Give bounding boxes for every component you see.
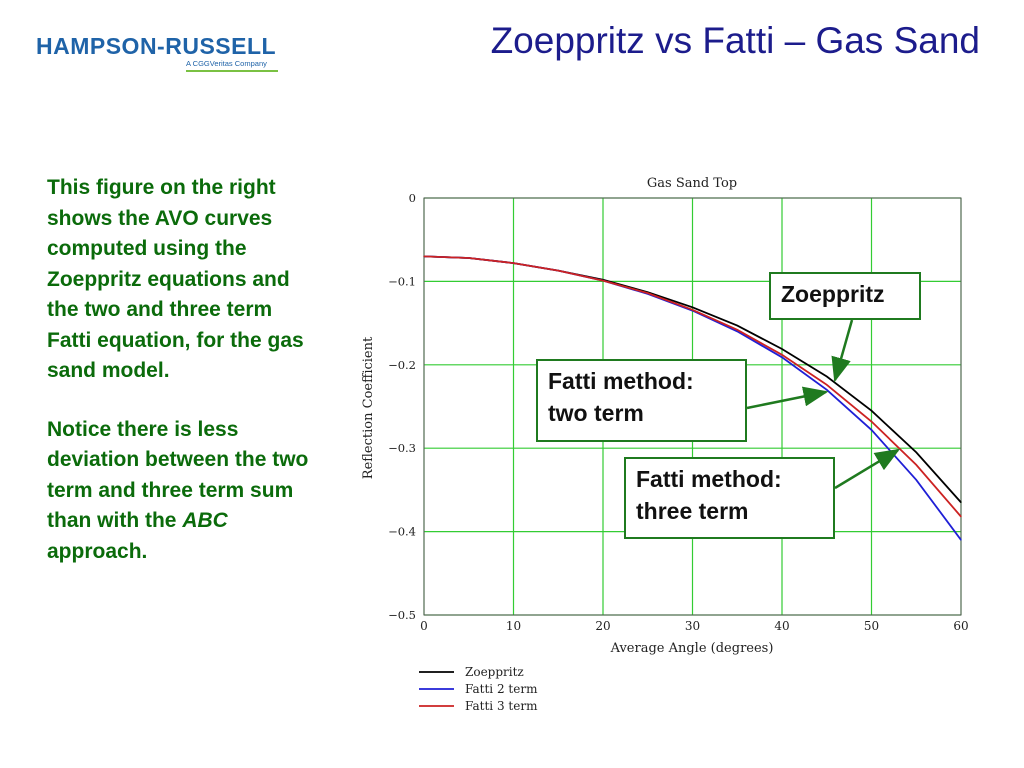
y-axis-label: Reflection Coefficient <box>361 336 376 480</box>
fatti-two-term-arrow <box>747 392 826 408</box>
body-paragraph-1: This figure on the right shows the AVO curves computed using the Zoeppritz equations and the two and three term Fatti equation, for the gas sand model. <box>47 176 304 382</box>
x-tick-label: 60 <box>953 619 969 633</box>
y-tick-label: 0 <box>408 191 416 205</box>
x-tick-label: 10 <box>505 619 522 633</box>
fatti-three-term-arrow <box>835 450 898 488</box>
fatti-two-term-line2: two term <box>548 400 644 426</box>
y-tick-label: −0.2 <box>388 357 416 372</box>
legend-label-fatti-2-term: Fatti 2 term <box>465 682 538 696</box>
zoeppritz-callout-label: Zoeppritz <box>781 281 885 307</box>
x-tick-label: 0 <box>420 619 428 633</box>
x-tick-label: 40 <box>774 619 790 633</box>
x-tick-label: 20 <box>595 619 611 633</box>
legend-label-zoeppritz: Zoeppritz <box>465 665 524 679</box>
x-tick-label: 30 <box>684 619 701 633</box>
fatti-three-term-line1: Fatti method: <box>636 466 782 492</box>
logo-wordmark: HAMPSON-RUSSELL <box>36 33 277 59</box>
y-tick-label: −0.3 <box>388 441 416 456</box>
y-tick-label: −0.1 <box>388 274 416 289</box>
slide-title: Zoeppritz vs Fatti – Gas Sand <box>490 20 980 61</box>
fatti-three-term-line2: three term <box>636 498 749 524</box>
logo-tagline: A CGGVeritas Company <box>186 59 267 68</box>
legend-label-fatti-3-term: Fatti 3 term <box>465 699 538 713</box>
body-paragraph-2: Notice there is less deviation between the two term and three term sum than with the ABC approach. <box>47 417 309 563</box>
x-axis-label: Average Angle (degrees) <box>610 641 774 656</box>
fatti-two-term-line1: Fatti method: <box>548 368 694 394</box>
y-tick-label: −0.4 <box>388 524 416 539</box>
x-tick-label: 50 <box>863 619 880 633</box>
chart-title: Gas Sand Top <box>646 176 738 191</box>
zoeppritz-arrow <box>835 320 852 380</box>
y-tick-label: −0.5 <box>388 608 416 622</box>
abc-emphasis: ABC <box>182 509 228 532</box>
